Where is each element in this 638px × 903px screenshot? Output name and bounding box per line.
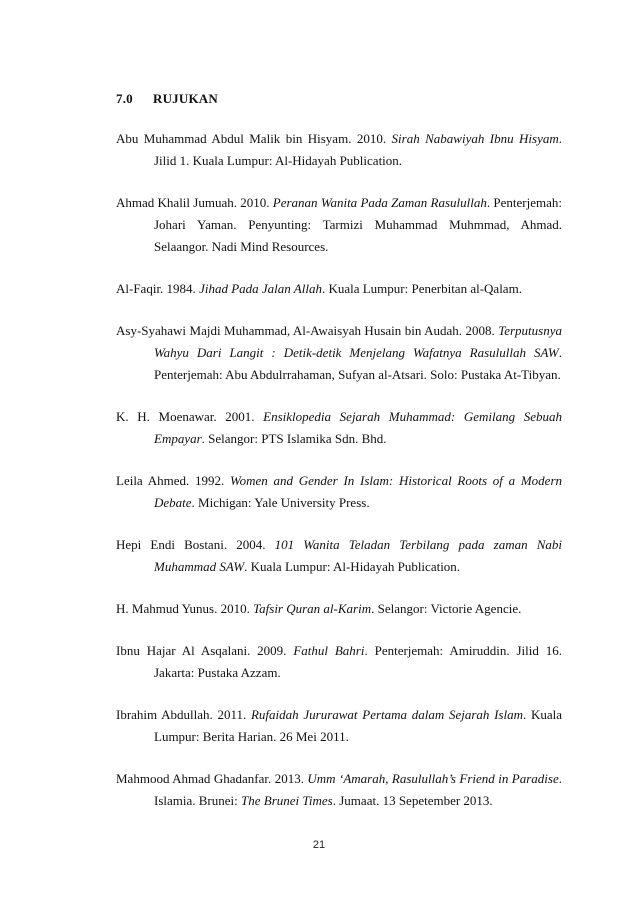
reference-title: Tafsir Quran al-Karim — [253, 601, 372, 616]
reference-text: . Kuala Lumpur: Al-Hidayah Publication. — [244, 559, 461, 574]
reference-text: . Kuala Lumpur: Berita Harian. 26 Mei 2011. — [154, 707, 563, 744]
reference-entry — [116, 640, 562, 684]
reference-text: Hepi Endi Bostani. 2004. — [116, 537, 275, 552]
reference-text: . Penterjemah: Johari Yaman. Penyunting: Tarmizi Muhammad Muhmmad, Ahmad. Selaangor. Nadi Mind Resources. — [154, 195, 562, 254]
reference-entry — [116, 704, 562, 748]
reference-text: Asy-Syahawi Majdi Muhammad, Al-Awaisyah Husain bin Audah. 2008. — [116, 323, 499, 338]
section-heading — [116, 91, 218, 107]
reference-text: . Michigan: Yale University Press. — [191, 495, 370, 510]
reference-title: Fathul Bahri — [293, 643, 365, 658]
reference-text: . Selangor: PTS Islamika Sdn. Bhd. — [201, 431, 387, 446]
reference-text: Leila Ahmed. 1992. — [116, 473, 230, 488]
reference-title: Women and Gender In Islam: Historical Roots of a Modern Debate — [154, 473, 562, 510]
reference-title: Ensiklopedia Sejarah Muhammad: Gemilang Sebuah Empayar — [154, 409, 562, 446]
reference-entry — [116, 768, 562, 812]
reference-entry — [116, 406, 562, 450]
reference-text: Al-Faqir. 1984. — [116, 281, 200, 296]
section-title: RUJUKAN — [153, 91, 218, 106]
reference-text: H. Mahmud Yunus. 2010. — [116, 601, 254, 616]
reference-text: . Jilid 1. Kuala Lumpur: Al-Hidayah Publication. — [154, 131, 562, 168]
section-number: 7.0 — [116, 91, 133, 106]
reference-title: Rufaidah Jururawat Pertama dalam Sejarah Islam — [250, 707, 523, 722]
reference-entry — [116, 598, 562, 620]
reference-text: . Jumaat. 13 Sepetember 2013. — [332, 793, 493, 808]
reference-title: Umm ‘Amarah, Rasulullah’s Friend in Paradise — [307, 771, 559, 786]
reference-text: . Kuala Lumpur: Penerbitan al-Qalam. — [321, 281, 522, 296]
reference-list — [116, 128, 562, 832]
reference-text: K. H. Moenawar. 2001. — [116, 409, 264, 424]
reference-text: . Islamia. Brunei: — [154, 771, 562, 808]
reference-title: Peranan Wanita Pada Zaman Rasulullah — [272, 195, 487, 210]
reference-entry — [116, 320, 562, 386]
reference-text: Ibnu Hajar Al Asqalani. 2009. — [116, 643, 294, 658]
page-number: 21 — [312, 839, 326, 851]
reference-title: Terputusnya Wahyu Dari Langit : Detik-detik Menjelang Wafatnya Rasulullah SAW — [154, 323, 562, 360]
reference-entry — [116, 278, 562, 300]
reference-text: Ibrahim Abdullah. 2011. — [116, 707, 251, 722]
reference-text: Ahmad Khalil Jumuah. 2010. — [116, 195, 273, 210]
reference-text: Abu Muhammad Abdul Malik bin Hisyam. 2010. — [116, 131, 392, 146]
reference-text: . Penterjemah: Amiruddin. Jilid 16. Jakarta: Pustaka Azzam. — [154, 643, 562, 680]
reference-title: 101 Wanita Teladan Terbilang pada zaman Nabi Muhammad SAW — [154, 537, 562, 574]
reference-title: Sirah Nabawiyah Ibnu Hisyam — [391, 131, 559, 146]
reference-title: The Brunei Times — [241, 793, 333, 808]
reference-entry — [116, 534, 562, 578]
reference-title: Jihad Pada Jalan Allah — [199, 281, 322, 296]
reference-text: . Penterjemah: Abu Abdulrrahaman, Sufyan al-Atsari. Solo: Pustaka At-Tibyan. — [154, 345, 562, 382]
reference-text: . Selangor: Victorie Agencie. — [371, 601, 522, 616]
reference-entry — [116, 470, 562, 514]
reference-text: Mahmood Ahmad Ghadanfar. 2013. — [116, 771, 308, 786]
reference-entry — [116, 128, 562, 172]
reference-entry — [116, 192, 562, 258]
